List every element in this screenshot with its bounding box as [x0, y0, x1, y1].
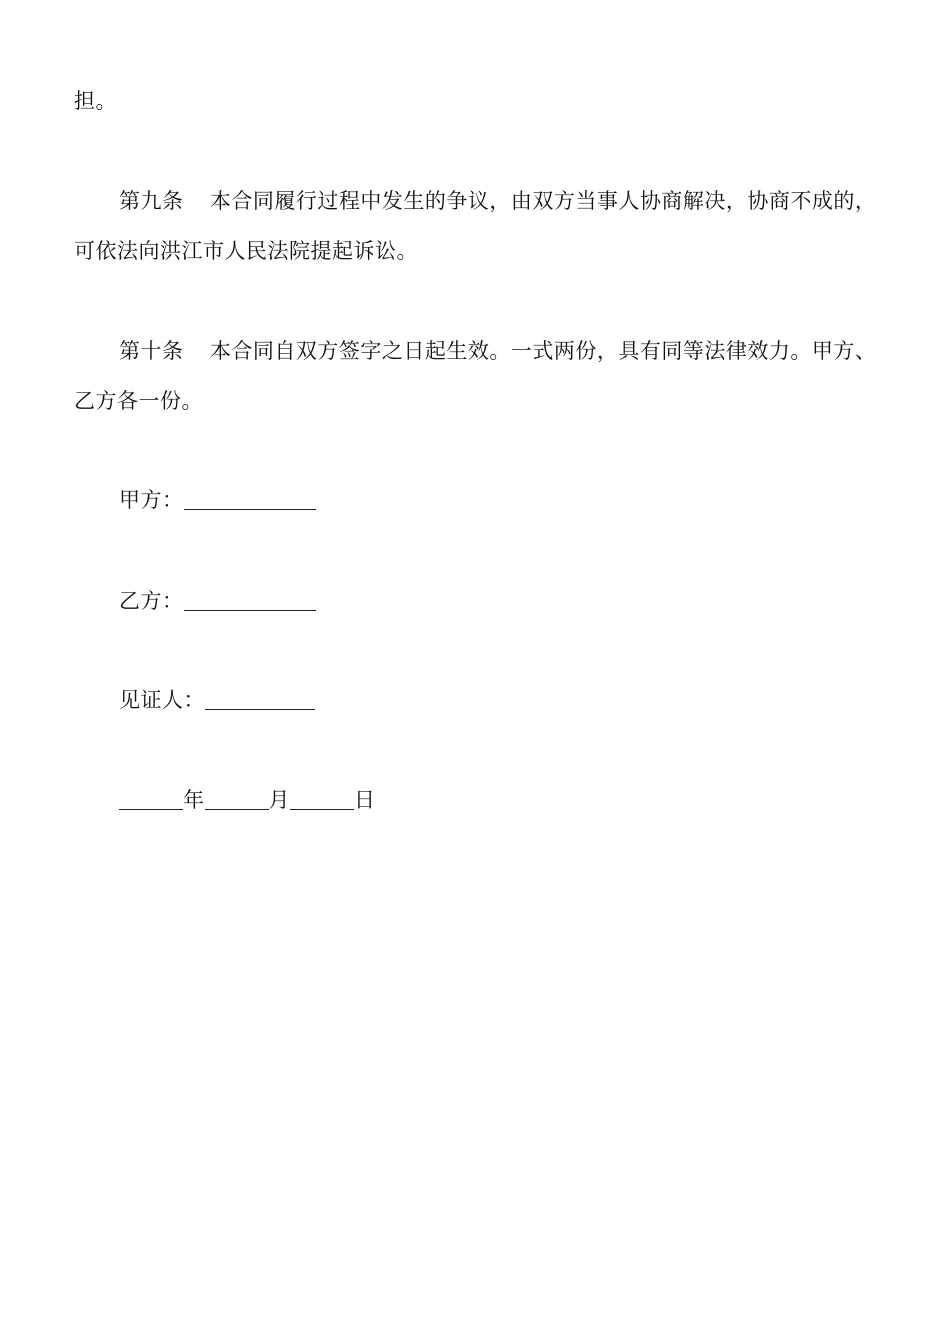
party-a-signature — [119, 485, 316, 515]
witness-blank — [205, 687, 315, 710]
party-b-blank — [184, 588, 316, 611]
date-line — [119, 785, 376, 815]
day-label: 日 — [354, 788, 376, 812]
party-b-signature — [119, 586, 316, 616]
article-9-line-1 — [119, 186, 891, 216]
day-blank — [290, 787, 354, 810]
month-blank — [205, 787, 269, 810]
party-b-label: 乙方： — [119, 589, 184, 613]
article-9-number: 第九条 — [119, 189, 184, 213]
article-9-text: 本合同履行过程中发生的争议，由双方当事人协商解决，协商不成的， — [209, 189, 877, 213]
witness-label: 见证人： — [119, 688, 205, 712]
year-label: 年 — [183, 788, 205, 812]
year-blank — [119, 787, 183, 810]
article-9-line-2: 可依法向洪江市人民法院提起诉讼。 — [74, 239, 418, 263]
article-10-text: 本合同自双方签字之日起生效。一式两份，具有同等法律效力。甲方、 — [209, 339, 877, 363]
party-a-label: 甲方： — [119, 488, 184, 512]
party-a-blank — [184, 487, 316, 510]
month-label: 月 — [268, 788, 290, 812]
article-10-line-1 — [119, 336, 891, 366]
fragment-line: 担。 — [74, 89, 117, 113]
article-10-number: 第十条 — [119, 339, 184, 363]
witness-signature — [119, 685, 315, 715]
article-10-line-2: 乙方各一份。 — [74, 389, 203, 413]
